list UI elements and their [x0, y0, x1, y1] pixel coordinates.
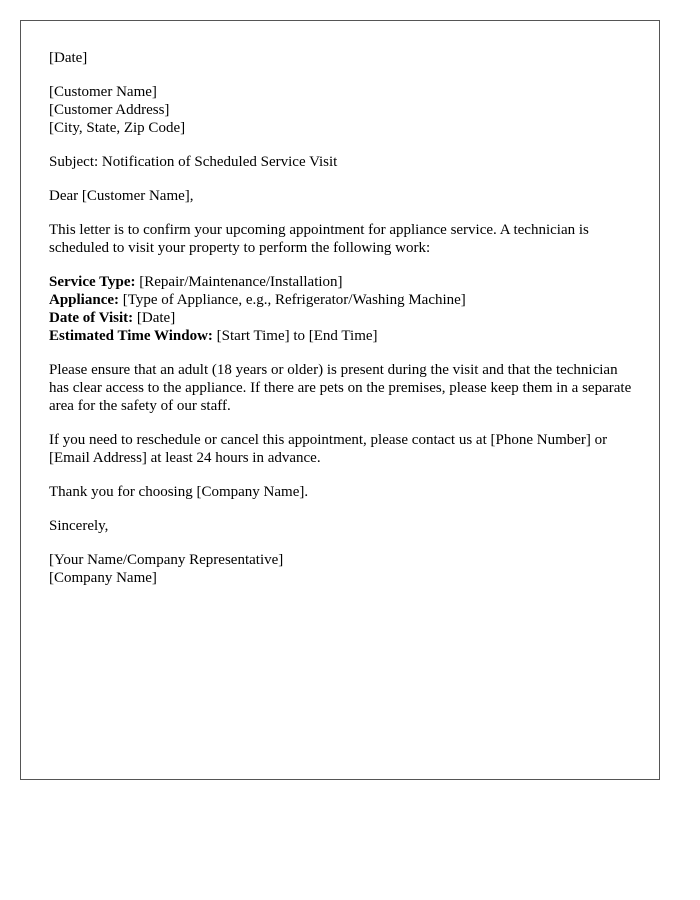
letter-salutation: Dear [Customer Name],	[49, 188, 194, 204]
letter-body	[49, 49, 639, 603]
visit-date-label: Date of Visit:	[49, 310, 134, 326]
service-type-value: [Repair/Maintenance/Installation]	[135, 274, 343, 290]
service-type-label: Service Type:	[49, 274, 136, 290]
recipient-address: [Customer Address]	[49, 102, 170, 118]
time-window-line	[49, 327, 639, 345]
letter-intro: This letter is to confirm your upcoming appointment for appliance service. A technician is scheduled to visit your property to perform the following work:	[49, 222, 589, 256]
appliance-value: [Type of Appliance, e.g., Refrigerator/Washing Machine]	[119, 292, 466, 308]
letter-subject: Subject: Notification of Scheduled Service Visit	[49, 154, 338, 170]
letter-instructions: Please ensure that an adult (18 years or older) is present during the visit and that the technician has clear access to the appliance. If there are pets on the premises, please keep them in a separate area for the safety of our staff.	[49, 362, 632, 414]
letter-closing: Sincerely,	[49, 518, 109, 534]
time-window-value: [Start Time] to [End Time]	[212, 328, 378, 344]
recipient-city-state-zip: [City, State, Zip Code]	[49, 120, 186, 136]
visit-date-line	[49, 309, 639, 327]
letter-reschedule: If you need to reschedule or cancel this appointment, please contact us at [Phone Number] or [Email Address] at least 24 hours in advance.	[49, 432, 608, 466]
signature-company: [Company Name]	[49, 570, 157, 586]
signature-name: [Your Name/Company Representative]	[49, 552, 284, 568]
recipient-name: [Customer Name]	[49, 84, 157, 100]
visit-date-value: [Date]	[133, 310, 176, 326]
recipient-block	[49, 83, 639, 137]
service-details	[49, 273, 639, 345]
letter-date: [Date]	[49, 50, 88, 66]
service-type-line	[49, 273, 639, 291]
letter-thanks: Thank you for choosing [Company Name].	[49, 484, 309, 500]
signature-block	[49, 551, 639, 587]
letter-page	[20, 20, 660, 780]
time-window-label: Estimated Time Window:	[49, 328, 213, 344]
appliance-line	[49, 291, 639, 309]
appliance-label: Appliance:	[49, 292, 120, 308]
